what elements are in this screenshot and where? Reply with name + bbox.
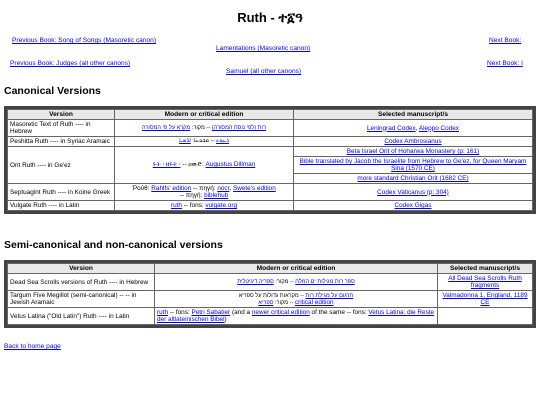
edition-text: ) <box>224 316 227 323</box>
edition-cell <box>115 184 293 200</box>
rahlfs-edition-link[interactable]: Rahlfs' edition <box>151 185 192 192</box>
prev-book-masoretic-link[interactable]: Previous Book: Song of Songs (Masoretic canon) <box>12 37 157 44</box>
edition-cell <box>155 308 437 324</box>
table-row <box>8 274 532 290</box>
table-row <box>8 291 532 307</box>
col-header-version: Version <box>8 110 114 119</box>
edition-cell <box>115 120 293 136</box>
newer-critical-edition-link[interactable]: newer critical edition <box>251 309 310 316</box>
next-book-all-label-link[interactable]: Next Book: I <box>487 60 523 67</box>
edition-text: (and a <box>230 309 252 316</box>
edition-cell <box>115 137 293 146</box>
table-row <box>8 147 532 156</box>
leningrad-codex-link[interactable]: Leningrad Codex <box>366 124 416 132</box>
manuscript-cell <box>438 308 532 324</box>
table-row <box>8 184 532 200</box>
manuscript-cell <box>438 291 532 307</box>
nocr-link[interactable]: nocr <box>217 185 230 192</box>
edition-text: -- fons: <box>168 309 192 316</box>
col-header-manuscripts: Selected manuscript/s <box>294 110 532 119</box>
canonical-table <box>4 106 536 214</box>
next-book-masoretic-label <box>489 37 521 44</box>
edition-link[interactable]: ruth <box>170 202 182 209</box>
separator: , <box>229 185 233 192</box>
page-title: Ruth - ተ፩ዓ <box>237 10 303 25</box>
valmadonna-link[interactable]: Valmadonna 1, England, 1189 CE <box>442 292 528 306</box>
back-to-home-link[interactable]: Back to home page <box>4 343 61 350</box>
manuscript-cell <box>294 174 532 183</box>
edition-text: -- fons: <box>181 202 206 209</box>
source-link[interactable]: ܐܪܡܝܐ <box>178 138 191 144</box>
col-header-manuscripts: Selected manuscript/s <box>438 264 532 273</box>
canonical-heading: Canonical Versions <box>4 85 101 97</box>
source-link[interactable]: ספריה דיגיטלית <box>237 279 274 285</box>
prev-book-all-link[interactable]: Previous Book: Judges (all other canons) <box>10 60 131 67</box>
version-cell: Septuagint Ruth ---- in Koine Greek <box>8 184 114 200</box>
version-cell: Dead Sea Scrolls versions of Ruth ---- in Hebrew <box>8 274 154 290</box>
dss-fragments-link[interactable]: All Dead Sea Scrolls Ruth fragments <box>448 275 522 289</box>
manuscript-cell <box>294 147 532 156</box>
next-book-masoretic-link[interactable]: Lamentations (Masoretic canon) <box>216 45 311 52</box>
targum-link[interactable]: תרגום על מגילת רות <box>305 292 354 299</box>
manuscript-cell <box>294 120 532 136</box>
edition-link[interactable]: ספר רות מגילות ים המלח <box>295 279 355 285</box>
critical-edition-link[interactable]: critical edition <box>294 298 334 306</box>
edition-text: -- <box>288 299 295 306</box>
manuscript-cell <box>294 184 532 200</box>
edition-link[interactable]: רות (לפי נוסח המסורה) <box>211 125 266 131</box>
beta-israel-orit-link[interactable]: Beta Israel Orit of Hoharwa Monastery (p: 161) <box>346 148 480 155</box>
edition-link[interactable]: ܪܥܘܬ <box>215 138 230 144</box>
edition-text: Ῥούθ: <box>132 185 152 192</box>
edition-link[interactable]: ሩት ፡ ዘሩት ፡ <box>152 161 181 168</box>
separator: , <box>415 124 419 132</box>
vulgate-org-link[interactable]: vulgate.org <box>205 202 238 209</box>
edition-text: -- ܡܒܘܥܐ: <box>190 138 216 144</box>
edition-text: -- מקראות גדולות על ספריא <box>238 292 306 299</box>
table-row <box>8 201 532 210</box>
edition-text: -- ዐውድ: <box>180 161 206 168</box>
dillman-link[interactable]: Augustus Dillman <box>205 161 256 168</box>
manuscript-cell <box>294 201 532 210</box>
edition-link[interactable]: ruth <box>157 309 169 316</box>
edition-text: of the same -- fons: <box>309 309 369 316</box>
version-cell: Orit Ruth ---- in Ge'ez <box>8 147 114 183</box>
biblehub-link[interactable]: biblehub <box>204 192 229 199</box>
version-cell: Targum Five Megillot (semi-canonical) -- -- in Jewish Aramaic <box>8 291 154 307</box>
manuscript-cell <box>294 137 532 146</box>
source-link[interactable]: מקרא על פי המסורה <box>142 125 191 131</box>
col-header-edition: Modern or critical edition <box>155 264 437 273</box>
edition-cell <box>115 147 293 183</box>
table-row <box>8 120 532 136</box>
manuscript-cell <box>438 274 532 290</box>
next-book-masoretic-label-link[interactable]: Next Book: <box>489 37 522 44</box>
edition-text: -- πηγή: <box>191 185 218 192</box>
edition-cell <box>155 291 437 307</box>
version-cell: Vulgate Ruth ---- in Latin <box>8 201 114 210</box>
sefaria-link[interactable]: ספריא <box>258 299 274 306</box>
edition-cell <box>115 201 293 210</box>
semi-canonical-table <box>4 260 536 328</box>
christian-orit-link[interactable]: more standard Christian Orit (1682 CE) <box>357 175 469 182</box>
aleppo-codex-link[interactable]: Aleppo Codex <box>418 124 460 132</box>
version-cell: Masoretic Text of Ruth ---- in Hebrew <box>8 120 114 136</box>
sabatier-link[interactable]: Petri Sabatier <box>191 309 231 316</box>
codex-gigas-link[interactable]: Codex Gigas <box>394 202 432 209</box>
version-cell: Peshitta Ruth ---- in Syriac Aramaic <box>8 137 114 146</box>
codex-vaticanus-link[interactable]: Codex Vaticanus (p: 304) <box>377 188 449 196</box>
edition-text: מקור: <box>273 299 289 306</box>
edition-cell <box>155 274 437 290</box>
edition-text: -- מקור: <box>190 125 212 131</box>
col-header-version: Version <box>8 264 154 273</box>
col-header-edition: Modern or critical edition <box>115 110 293 119</box>
vetus-latina-link[interactable]: Vetus Latina: die Reste der altlateinischen Bibel <box>157 309 435 323</box>
edition-text: -- πηγή: <box>179 192 205 199</box>
swete-edition-link[interactable]: Swete's edition <box>232 185 276 192</box>
semi-canonical-heading: Semi-canonical and non-canonical versions <box>4 239 223 251</box>
table-row <box>8 137 532 146</box>
manuscript-cell <box>294 157 532 173</box>
table-row <box>8 308 532 324</box>
jacob-israelite-bible-link[interactable]: Bible translated by Jacob the Israelite from Hebrew to Ge'ez, for Queen Maryam Sina (1570 CE) <box>299 158 527 172</box>
next-book-all-link[interactable]: Samuel (all other canons) <box>226 68 302 75</box>
edition-text: -- מקור: <box>273 279 296 285</box>
version-cell: Vetus Latina ("Old Latin") Ruth ---- in Latin <box>8 308 154 324</box>
codex-ambrosianus-link[interactable]: Codex Ambrosianus <box>384 138 442 145</box>
